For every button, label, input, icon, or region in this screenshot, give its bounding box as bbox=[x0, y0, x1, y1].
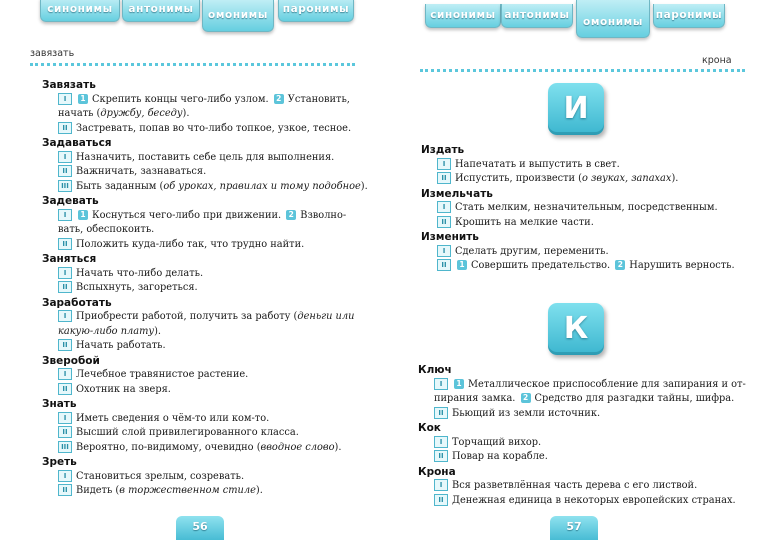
meaning-number-badge: II bbox=[58, 165, 72, 177]
definition-text: Нарушить верность. bbox=[629, 260, 735, 271]
definition-text: Крошить на мелкие части. bbox=[455, 216, 594, 228]
meaning-number-badge: I bbox=[58, 470, 72, 482]
definition-line bbox=[42, 368, 372, 383]
definition-text: Становиться зрелым, созревать. bbox=[76, 470, 245, 482]
meaning-number-badge: II bbox=[437, 259, 451, 271]
definition-text: Установить, bbox=[287, 93, 350, 105]
letter-i-block: И bbox=[548, 83, 604, 135]
sense-number: 1 bbox=[454, 379, 464, 389]
definition-line bbox=[42, 339, 372, 354]
definition-line bbox=[421, 216, 766, 231]
letter-k-block: К bbox=[548, 303, 604, 355]
meaning-number-badge: I bbox=[437, 158, 451, 170]
definition-text: ). bbox=[360, 180, 368, 192]
definition-text: Торчащий вихор. bbox=[452, 436, 542, 448]
definition-text: Охотник на зверя. bbox=[76, 383, 171, 395]
tab-synonyms[interactable]: синонимы bbox=[40, 0, 120, 22]
right-entries-i bbox=[421, 143, 766, 274]
definition-text: Положить куда-либо так, что трудно найти. bbox=[76, 238, 305, 250]
headword: Издать bbox=[421, 144, 465, 156]
definition-text: Назначить, поставить себе цель для выполнения. bbox=[76, 151, 335, 163]
definition-line bbox=[421, 245, 766, 260]
definition-text: Вся разветвлённая часть дерева с его листвой. bbox=[452, 480, 698, 491]
sense-number: 1 bbox=[78, 210, 88, 220]
definition-text: Начать что-либо делать. bbox=[76, 267, 204, 279]
definition-line bbox=[42, 122, 372, 137]
definition-line bbox=[42, 165, 372, 180]
definition-line bbox=[42, 441, 372, 456]
headword: Измельчать bbox=[421, 187, 493, 200]
right-page bbox=[385, 0, 770, 540]
definition-continuation bbox=[418, 392, 766, 407]
headword: Заработать bbox=[42, 296, 112, 309]
meaning-number-badge: I bbox=[58, 151, 72, 163]
tab-paronyms[interactable]: паронимы bbox=[653, 4, 725, 28]
definition-line bbox=[418, 450, 766, 465]
sense-number: 2 bbox=[286, 210, 296, 220]
meaning-number-badge: I bbox=[58, 267, 72, 279]
definition-text: ). bbox=[671, 173, 679, 184]
meaning-number-badge: II bbox=[437, 172, 451, 184]
meaning-number-badge: III bbox=[58, 441, 72, 453]
headword: Кок bbox=[418, 422, 441, 434]
meaning-number-badge: I bbox=[58, 93, 72, 105]
definition-text: ). bbox=[182, 108, 190, 119]
definition-text: Стать мелким, незначительным, посредственным. bbox=[455, 202, 718, 213]
meaning-number-badge: I bbox=[58, 209, 72, 221]
definition-line bbox=[42, 267, 372, 282]
meaning-number-badge: II bbox=[58, 281, 72, 293]
definition-text: Совершить предательство. bbox=[471, 260, 611, 271]
tab-antonyms[interactable]: антонимы bbox=[501, 4, 573, 28]
tab-homonyms[interactable]: омонимы bbox=[202, 0, 274, 32]
headword: Зреть bbox=[42, 456, 77, 468]
definition-continuation bbox=[42, 325, 372, 340]
definition-line bbox=[42, 93, 372, 108]
definition-line bbox=[421, 158, 766, 173]
definition-line bbox=[42, 383, 372, 398]
headword: Задевать bbox=[42, 195, 99, 207]
page-number: 56 bbox=[176, 516, 224, 540]
definition-text: Высший слой привилегированного класса. bbox=[76, 427, 299, 438]
definition-line bbox=[42, 180, 372, 195]
definition-text: Испустить, произвести ( bbox=[455, 173, 583, 184]
headword: Изменить bbox=[421, 231, 479, 243]
meaning-number-badge: II bbox=[58, 426, 72, 438]
definition-line bbox=[42, 426, 372, 441]
usage-note: в торжественном стиле bbox=[119, 485, 256, 496]
definition-text: Иметь сведения о чём-то или ком-то. bbox=[76, 412, 270, 424]
definition-text: Скрепить концы чего-либо узлом. bbox=[92, 93, 269, 105]
definition-text: Денежная единица в некоторых европейских странах. bbox=[452, 494, 736, 506]
meaning-number-badge: II bbox=[58, 484, 72, 496]
page-number: 57 bbox=[550, 516, 598, 540]
headword: Знать bbox=[42, 398, 77, 410]
sense-number: 1 bbox=[78, 94, 88, 104]
definition-line bbox=[42, 281, 372, 296]
definition-text: Сделать другим, переменить. bbox=[455, 245, 609, 257]
definition-continuation bbox=[42, 107, 372, 122]
definition-text: Начать работать. bbox=[76, 340, 166, 351]
meaning-number-badge: II bbox=[434, 450, 448, 462]
meaning-number-badge: I bbox=[434, 479, 448, 491]
header-divider bbox=[30, 63, 355, 66]
definition-line bbox=[42, 412, 372, 427]
header-divider bbox=[420, 69, 745, 72]
meaning-number-badge: II bbox=[437, 216, 451, 228]
definition-line bbox=[42, 484, 372, 499]
sense-number: 2 bbox=[274, 94, 284, 104]
running-header-word: крона bbox=[702, 55, 732, 66]
right-entries-k bbox=[418, 363, 766, 508]
definition-text: ). bbox=[255, 485, 263, 496]
definition-text: Вспыхнуть, загореться. bbox=[76, 282, 198, 293]
headword: Задаваться bbox=[42, 137, 112, 149]
definition-text: Лечебное травянистое растение. bbox=[76, 369, 249, 380]
definition-line bbox=[42, 238, 372, 253]
definition-text: начать ( bbox=[58, 108, 101, 119]
definition-line bbox=[418, 378, 766, 393]
tab-synonyms[interactable]: синонимы bbox=[425, 4, 501, 28]
definition-text: Быть заданным ( bbox=[76, 180, 164, 192]
definition-line bbox=[418, 407, 766, 422]
meaning-number-badge: II bbox=[58, 383, 72, 395]
definition-text: Бьющий из земли источник. bbox=[452, 407, 601, 419]
definition-line bbox=[421, 259, 766, 274]
meaning-number-badge: II bbox=[434, 407, 448, 419]
definition-text: Средство для разгадки тайны, шифра. bbox=[534, 393, 735, 404]
meaning-number-badge: II bbox=[58, 339, 72, 351]
definition-text: ). bbox=[154, 325, 161, 337]
meaning-number-badge: II bbox=[58, 122, 72, 134]
usage-note: дружбу, беседу bbox=[100, 108, 183, 119]
headword: Зверобой bbox=[42, 354, 100, 367]
usage-note: какую-либо плату bbox=[58, 325, 155, 337]
headword: Завязать bbox=[42, 79, 96, 91]
left-entries bbox=[42, 78, 372, 499]
definition-text: Видеть ( bbox=[76, 485, 120, 496]
definition-text: Напечатать и выпустить в свет. bbox=[455, 158, 620, 170]
definition-text: пирания замка. bbox=[434, 393, 516, 404]
usage-note: об уроках, правилах и тому подобное bbox=[163, 180, 361, 192]
definition-text: Приобрести работой, получить за работу ( bbox=[76, 311, 298, 322]
definition-line bbox=[421, 172, 766, 187]
definition-line bbox=[42, 470, 372, 485]
definition-line bbox=[418, 436, 766, 451]
meaning-number-badge: II bbox=[58, 238, 72, 250]
definition-text: Важничать, зазнаваться. bbox=[76, 166, 207, 177]
definition-text: Взволно- bbox=[300, 209, 347, 221]
sense-number: 1 bbox=[457, 260, 467, 270]
meaning-number-badge: I bbox=[434, 378, 448, 390]
definition-text: Металлическое приспособление для запирания и от- bbox=[468, 378, 746, 390]
definition-text: вать, обеспокоить. bbox=[58, 224, 155, 235]
headword: Ключ bbox=[418, 364, 452, 376]
headword: Крона bbox=[418, 465, 456, 478]
headword: Заняться bbox=[42, 253, 97, 265]
meaning-number-badge: I bbox=[437, 201, 451, 213]
definition-text: Коснуться чего-либо при движении. bbox=[92, 209, 282, 221]
definition-text: ). bbox=[334, 441, 342, 453]
definition-continuation bbox=[42, 223, 372, 238]
tab-homonyms[interactable]: омонимы bbox=[576, 0, 650, 38]
meaning-number-badge: I bbox=[437, 245, 451, 257]
usage-note: вводное слово bbox=[260, 441, 335, 453]
definition-text: Вероятно, по-видимому, очевидно ( bbox=[76, 441, 261, 453]
definition-line bbox=[42, 209, 372, 224]
tab-antonyms[interactable]: антонимы bbox=[122, 0, 200, 22]
meaning-number-badge: I bbox=[58, 412, 72, 424]
definition-text: Повар на корабле. bbox=[452, 451, 548, 462]
definition-line bbox=[42, 151, 372, 166]
sense-number: 2 bbox=[615, 260, 625, 270]
definition-line bbox=[42, 310, 372, 325]
running-header-word: завязать bbox=[30, 48, 75, 59]
meaning-number-badge: I bbox=[434, 436, 448, 448]
sense-number: 2 bbox=[521, 393, 531, 403]
meaning-number-badge: III bbox=[58, 180, 72, 192]
definition-line bbox=[418, 479, 766, 494]
meaning-number-badge: II bbox=[434, 494, 448, 506]
definition-line bbox=[418, 494, 766, 509]
tab-paronyms[interactable]: паронимы bbox=[278, 0, 354, 22]
usage-note: о звуках, запахах bbox=[582, 173, 672, 184]
definition-line bbox=[421, 201, 766, 216]
usage-note: деньги или bbox=[297, 311, 355, 322]
meaning-number-badge: I bbox=[58, 368, 72, 380]
meaning-number-badge: I bbox=[58, 310, 72, 322]
definition-text: Застревать, попав во что-либо топкое, узкое, тесное. bbox=[76, 122, 352, 134]
